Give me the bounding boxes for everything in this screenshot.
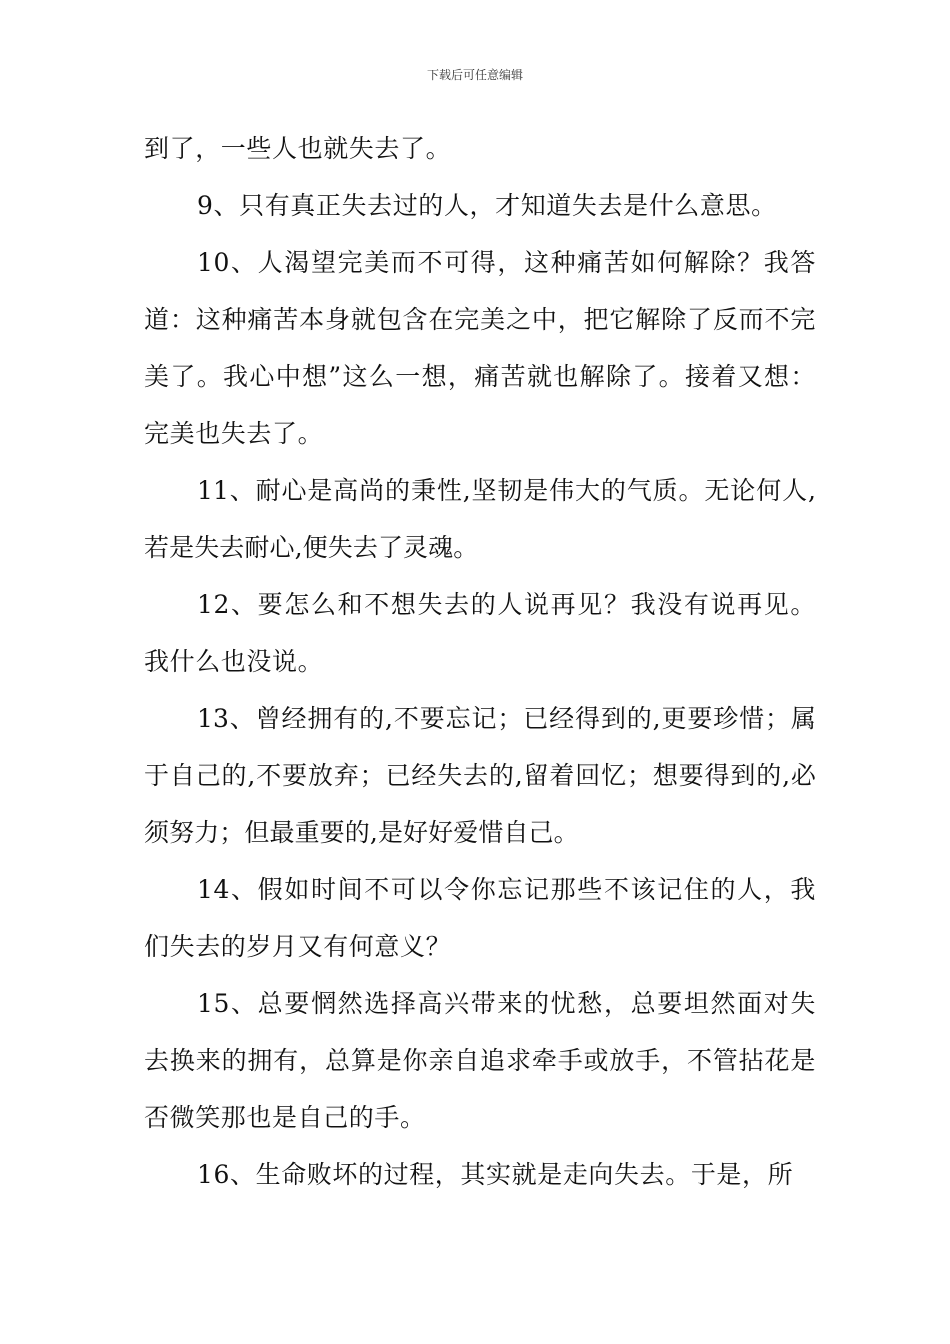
paragraph-item-10: 10、人渴望完美而不可得，这种痛苦如何解除？我答道：这种痛苦本身就包含在完美之中，把它解除了反而不完美了。我心中想”这么一想，痛苦就也解除了。接着又想：完美也失去了。 [144,248,816,448]
paragraph-item-14: 14、假如时间不可以令你忘记那些不该记住的人，我们失去的岁月又有何意义？ [144,875,816,961]
paragraph-item-11: 11、耐心是高尚的秉性,坚韧是伟大的气质。无论何人,若是失去耐心,便失去了灵魂。 [144,476,816,562]
paragraph-item-16: 16、生命败坏的过程，其实就是走向失去。于是，所 [197,1160,794,1189]
paragraph-continuation: 到了，一些人也就失去了。 [144,134,452,163]
paragraph-item-9: 9、只有真正失去过的人，才知道失去是什么意思。 [197,191,777,220]
paragraph-item-15: 15、总要惘然选择高兴带来的忧愁，总要坦然面对失去换来的拥有，总算是你亲自追求牵手或放手，不管拈花是否微笑那也是自己的手。 [144,989,816,1132]
paragraph-item-13: 13、曾经拥有的,不要忘记；已经得到的,更要珍惜；属于自己的,不要放弃；已经失去的,留着回忆；想要得到的,必须努力；但最重要的,是好好爱惜自己。 [144,704,816,847]
paragraph-item-12: 12、要怎么和不想失去的人说再见？我没有说再见。我什么也没说。 [144,590,816,676]
page-header: 下载后可任意编辑 [426,68,523,82]
document-body [144,120,816,1203]
